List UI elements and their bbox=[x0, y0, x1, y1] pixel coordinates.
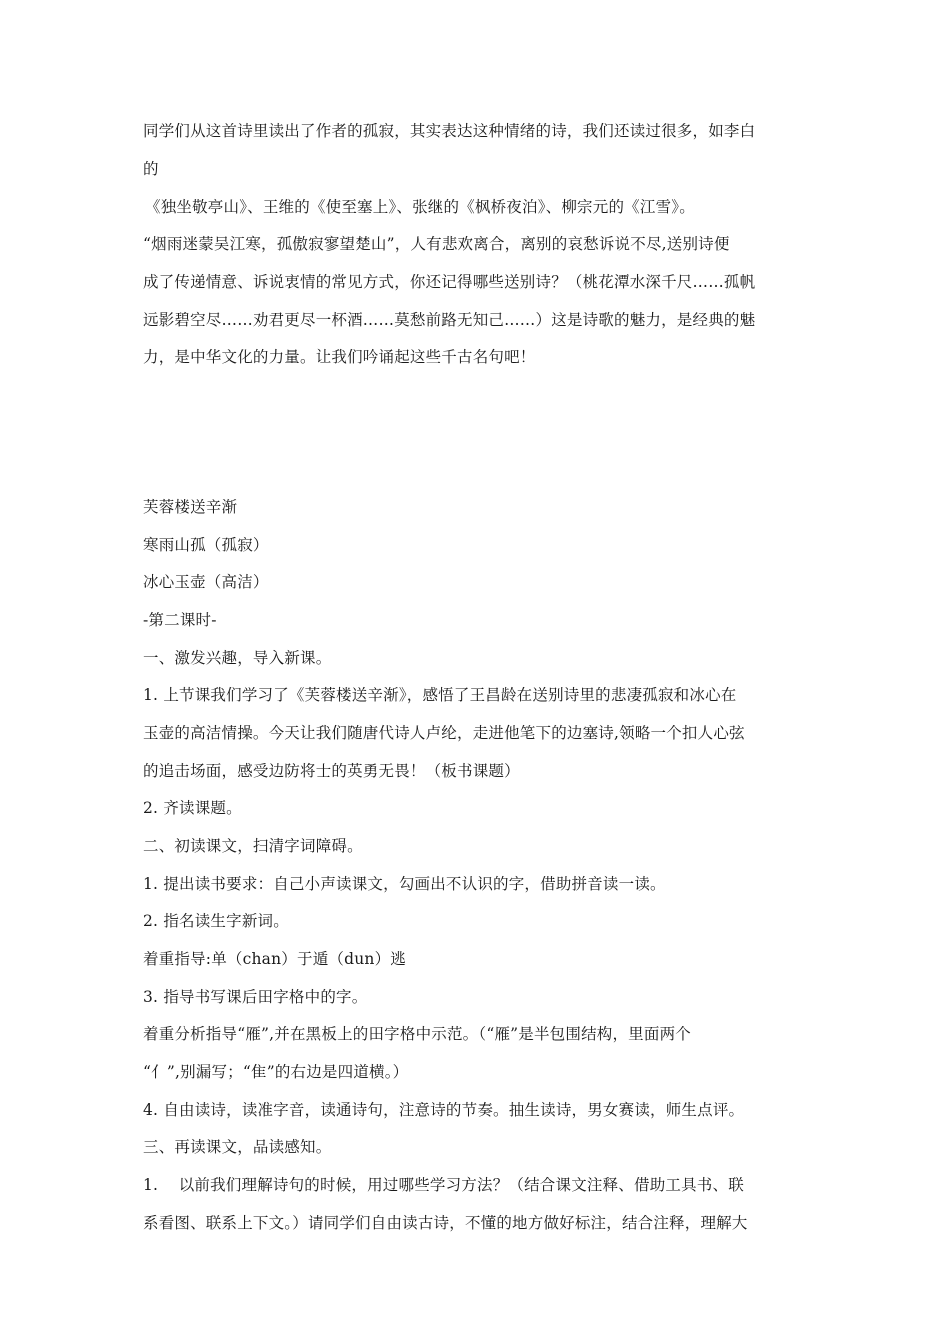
text-line: 成了传递情意、诉说衷情的常见方式，你还记得哪些送别诗？（桃花潭水深千尺……孤帆 bbox=[143, 273, 756, 291]
text-line: 着重指导:单（chan）于遁（dun）逃 bbox=[143, 950, 406, 968]
text-line: 3. 指导书写课后田字格中的字。 bbox=[143, 988, 368, 1006]
board-line: 冰心玉壶（高洁） bbox=[143, 573, 269, 591]
text-line: 1. 以前我们理解诗句的时候，用过哪些学习方法？（结合课文注释、借助工具书、联 bbox=[143, 1176, 744, 1194]
text-line: 4. 自由读诗，读准字音，读通诗句，注意诗的节奏。抽生读诗，男女赛读，师生点评。 bbox=[143, 1101, 745, 1119]
text-line: 1. 提出读书要求：自己小声读课文，勾画出不认识的字，借助拼音读一读。 bbox=[143, 875, 666, 893]
text-line: 着重分析指导“雁”,并在黑板上的田字格中示范。（“雁”是半包围结构，里面两个 bbox=[143, 1025, 691, 1043]
text-line: 《独坐敬亭山》、王维的《使至塞上》、张继的《枫桥夜泊》、柳宗元的《江雪》。 bbox=[145, 198, 695, 216]
section-heading: 一、激发兴趣，导入新课。 bbox=[143, 649, 332, 667]
text-line: 的追击场面，感受边防将士的英勇无畏！（板书课题） bbox=[143, 762, 520, 780]
text-line: 力，是中华文化的力量。让我们吟诵起这些千古名句吧！ bbox=[143, 348, 536, 366]
text-line: 2. 齐读课题。 bbox=[143, 799, 242, 817]
text-line: “亻”,别漏写；“隹”的右边是四道横。） bbox=[143, 1063, 409, 1081]
text-line: 2. 指名读生字新词。 bbox=[143, 912, 289, 930]
text-line: 系看图、联系上下文。）请同学们自由读古诗，不懂的地方做好标注，结合注释，理解大 bbox=[143, 1214, 748, 1232]
board-line: 寒雨山孤（孤寂） bbox=[143, 536, 269, 554]
text-line: 远影碧空尽……劝君更尽一杯酒……莫愁前路无知己……）这是诗歌的魅力，是经典的魅 bbox=[143, 311, 756, 329]
text-line: “烟雨迷蒙吴江寒，孤傲寂寥望楚山”，人有悲欢离合，离别的哀愁诉说不尽,送别诗便 bbox=[143, 235, 730, 253]
board-title: 芙蓉楼送辛渐 bbox=[143, 498, 238, 516]
text-line: 玉壶的高洁情操。今天让我们随唐代诗人卢纶，走进他笔下的边塞诗,领略一个扣人心弦 bbox=[143, 724, 745, 742]
lesson-heading: -第二课时- bbox=[143, 611, 217, 629]
text-line: 同学们从这首诗里读出了作者的孤寂，其实表达这种情绪的诗，我们还读过很多，如李白 bbox=[143, 122, 756, 140]
section-heading: 三、再读课文，品读感知。 bbox=[143, 1138, 332, 1156]
text-line: 的 bbox=[143, 160, 159, 178]
section-heading: 二、初读课文，扫清字词障碍。 bbox=[143, 837, 363, 855]
text-line: 1. 上节课我们学习了《芙蓉楼送辛渐》，感悟了王昌龄在送别诗里的悲凄孤寂和冰心在 bbox=[143, 686, 737, 704]
